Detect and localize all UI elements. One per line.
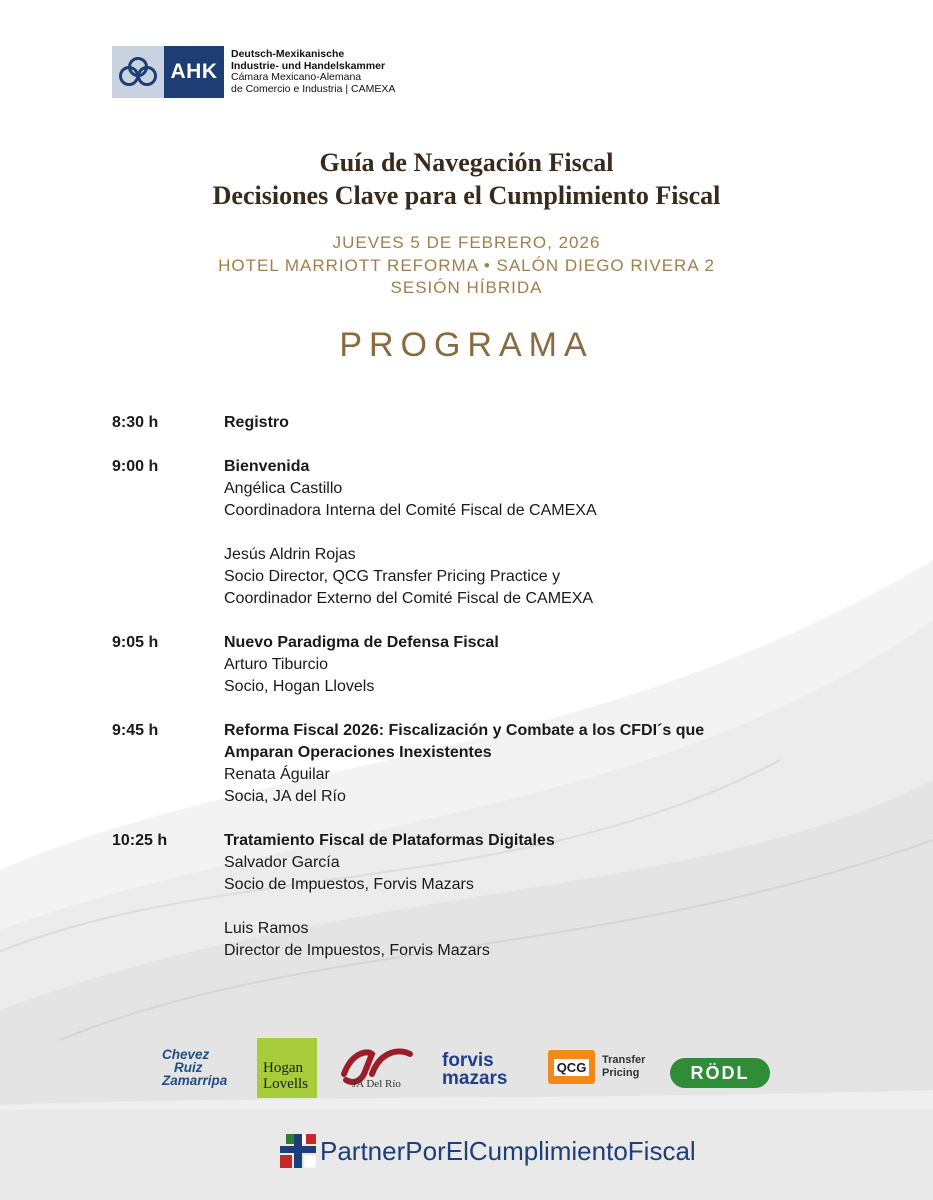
chevez-ruiz-zamarripa-logo <box>162 1048 227 1087</box>
speaker-role: Director de Impuestos, Forvis Mazars <box>224 942 490 959</box>
speaker-name: Jesús Aldrin Rojas <box>224 546 356 563</box>
speaker-name: Arturo Tiburcio <box>224 656 329 673</box>
agenda-session-title: Nuevo Paradigma de Defensa Fiscal <box>224 634 499 651</box>
speaker-name: Angélica Castillo <box>224 480 343 497</box>
chevez-line: Ruiz <box>174 1060 203 1075</box>
hogan-line: Hogan <box>263 1060 303 1076</box>
agenda-time: 8:30 h <box>112 414 159 431</box>
hogan-line: Lovells <box>263 1076 308 1092</box>
rodl-logo: RÖDL <box>670 1058 770 1088</box>
org-line: de Comercio e Industria | CAMEXA <box>231 82 396 95</box>
org-line: Industrie- und Handelskammer <box>231 59 386 72</box>
chevez-line: Chevez <box>162 1047 210 1062</box>
speaker-role: Socia, JA del Río <box>224 788 346 805</box>
event-title: Guía de Navegación Fiscal <box>319 148 614 177</box>
sponsor-logos <box>160 1036 780 1100</box>
agenda-session-title: Registro <box>224 414 289 431</box>
agenda-session-title: Tratamiento Fiscal de Plataformas Digitales <box>224 832 555 849</box>
qcg-logo <box>548 1050 595 1084</box>
speaker-role: Socio, Hogan Llovels <box>224 678 375 695</box>
event-date: JUEVES 5 DE FEBRERO, 2026 <box>332 233 601 252</box>
ahk-organization-name <box>231 49 395 95</box>
forvis-line: mazars <box>442 1068 508 1089</box>
qcg-tagline-line: Pricing <box>602 1067 640 1079</box>
agenda-time: 9:00 h <box>112 458 159 475</box>
agenda-time: 9:45 h <box>112 722 159 739</box>
speaker-role: Socio Director, QCG Transfer Pricing Practice y <box>224 568 561 585</box>
hashtag-text: PartnerPorElCumplimientoFiscal <box>320 1135 696 1166</box>
ahk-logo <box>112 46 224 98</box>
agenda-session-title: Bienvenida <box>224 458 310 475</box>
agenda-time: 9:05 h <box>112 634 159 651</box>
forvis-mazars-logo <box>442 1052 508 1088</box>
agenda-session-title: Amparan Operaciones Inexistentes <box>224 744 492 761</box>
qcg-tagline <box>602 1054 645 1080</box>
agenda-session-title: Reforma Fiscal 2026: Fiscalización y Combate a los CFDI´s que <box>224 722 705 739</box>
event-venue: HOTEL MARRIOTT REFORMA • SALÓN DIEGO RIVERA 2 <box>218 256 715 275</box>
section-title: PROGRAMA <box>339 326 594 364</box>
speaker-name: Salvador García <box>224 854 340 871</box>
speaker-role: Coordinadora Interna del Comité Fiscal de CAMEXA <box>224 502 597 519</box>
mexico-germany-flags-icon <box>280 1134 316 1168</box>
ja-del-rio-logo-text: JA Del Río <box>352 1078 401 1090</box>
event-subtitle: Decisiones Clave para el Cumplimiento Fiscal <box>212 181 721 210</box>
event-format: SESIÓN HÍBRIDA <box>390 278 543 297</box>
agenda-time: 10:25 h <box>112 832 168 849</box>
hashtag <box>280 1133 696 1169</box>
chevez-line: Zamarripa <box>162 1073 228 1088</box>
org-line: Cámara Mexicano-Alemana <box>231 71 362 83</box>
qcg-tagline-line: Transfer <box>602 1054 646 1066</box>
ahk-emblem-icon <box>112 46 164 98</box>
qcg-logo-text: QCG <box>554 1059 590 1076</box>
speaker-name: Renata Águilar <box>224 766 330 783</box>
forvis-line: forvis <box>442 1050 494 1071</box>
ahk-wordmark: AHK <box>164 46 224 98</box>
hogan-lovells-logo <box>257 1038 317 1098</box>
org-line: Deutsch-Mexikanische <box>231 48 345 60</box>
speaker-name: Luis Ramos <box>224 920 309 937</box>
speaker-role: Coordinador Externo del Comité Fiscal de CAMEXA <box>224 590 594 607</box>
speaker-role: Socio de Impuestos, Forvis Mazars <box>224 876 474 893</box>
